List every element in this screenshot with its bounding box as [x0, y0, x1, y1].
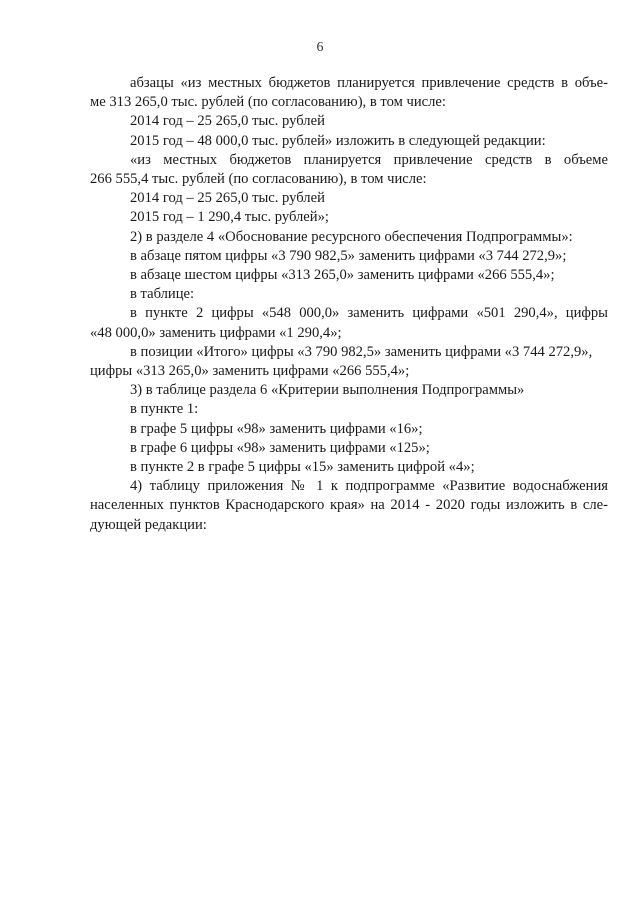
page-number: 6: [316, 40, 324, 55]
text-line: 2015 год – 1 290,4 тыс. рублей»;: [130, 209, 329, 226]
text-line: дующей редакции:: [90, 516, 207, 533]
text-line: 2) в разделе 4 «Обоснование ресурсного обеспечения Подпрограммы»:: [130, 228, 573, 245]
text-line: 4) таблицу приложения № 1 к подпрограмме «Развитие водоснабжения: [130, 478, 608, 495]
text-line: цифры «313 265,0» заменить цифрами «266 555,4»;: [90, 363, 410, 380]
text-line: 2014 год – 25 265,0 тыс. рублей: [130, 113, 325, 130]
text-line: в пункте 2 в графе 5 цифры «15» заменить цифрой «4»;: [130, 459, 475, 476]
text-line: населенных пунктов Краснодарского края» на 2014 - 2020 годы изложить в сле-: [90, 497, 608, 514]
text-line: в абзаце пятом цифры «3 790 982,5» заменить цифрами «3 744 272,9»;: [130, 247, 567, 264]
text-line: в пункте 2 цифры «548 000,0» заменить цифрами «501 290,4», цифры: [130, 305, 608, 322]
text-line: 266 555,4 тыс. рублей (по согласованию), в том числе:: [90, 171, 427, 188]
text-line: 2015 год – 48 000,0 тыс. рублей» изложить в следующей редакции:: [130, 132, 546, 149]
text-line: 2014 год – 25 265,0 тыс. рублей: [130, 190, 325, 207]
text-line: абзацы «из местных бюджетов планируется привлечение средств в объе-: [130, 75, 608, 91]
text-line: в позиции «Итого» цифры «3 790 982,5» заменить цифрами «3 744 272,9»,: [130, 343, 593, 360]
text-line: ме 313 265,0 тыс. рублей (по согласованию), в том числе:: [90, 94, 446, 111]
text-line: в графе 5 цифры «98» заменить цифрами «16»;: [130, 420, 423, 437]
text-line: в абзаце шестом цифры «313 265,0» заменить цифрами «266 555,4»;: [130, 267, 555, 284]
text-line: в таблице:: [130, 286, 195, 303]
text-line: 3) в таблице раздела 6 «Критерии выполнения Подпрограммы»: [130, 382, 525, 399]
text-line: «48 000,0» заменить цифрами «1 290,4»;: [90, 324, 342, 341]
text-line: в графе 6 цифры «98» заменить цифрами «125»;: [130, 439, 430, 456]
text-line: в пункте 1:: [130, 401, 199, 418]
text-line: «из местных бюджетов планируется привлечение средств в объеме: [130, 151, 608, 168]
document-body: [90, 74, 608, 535]
